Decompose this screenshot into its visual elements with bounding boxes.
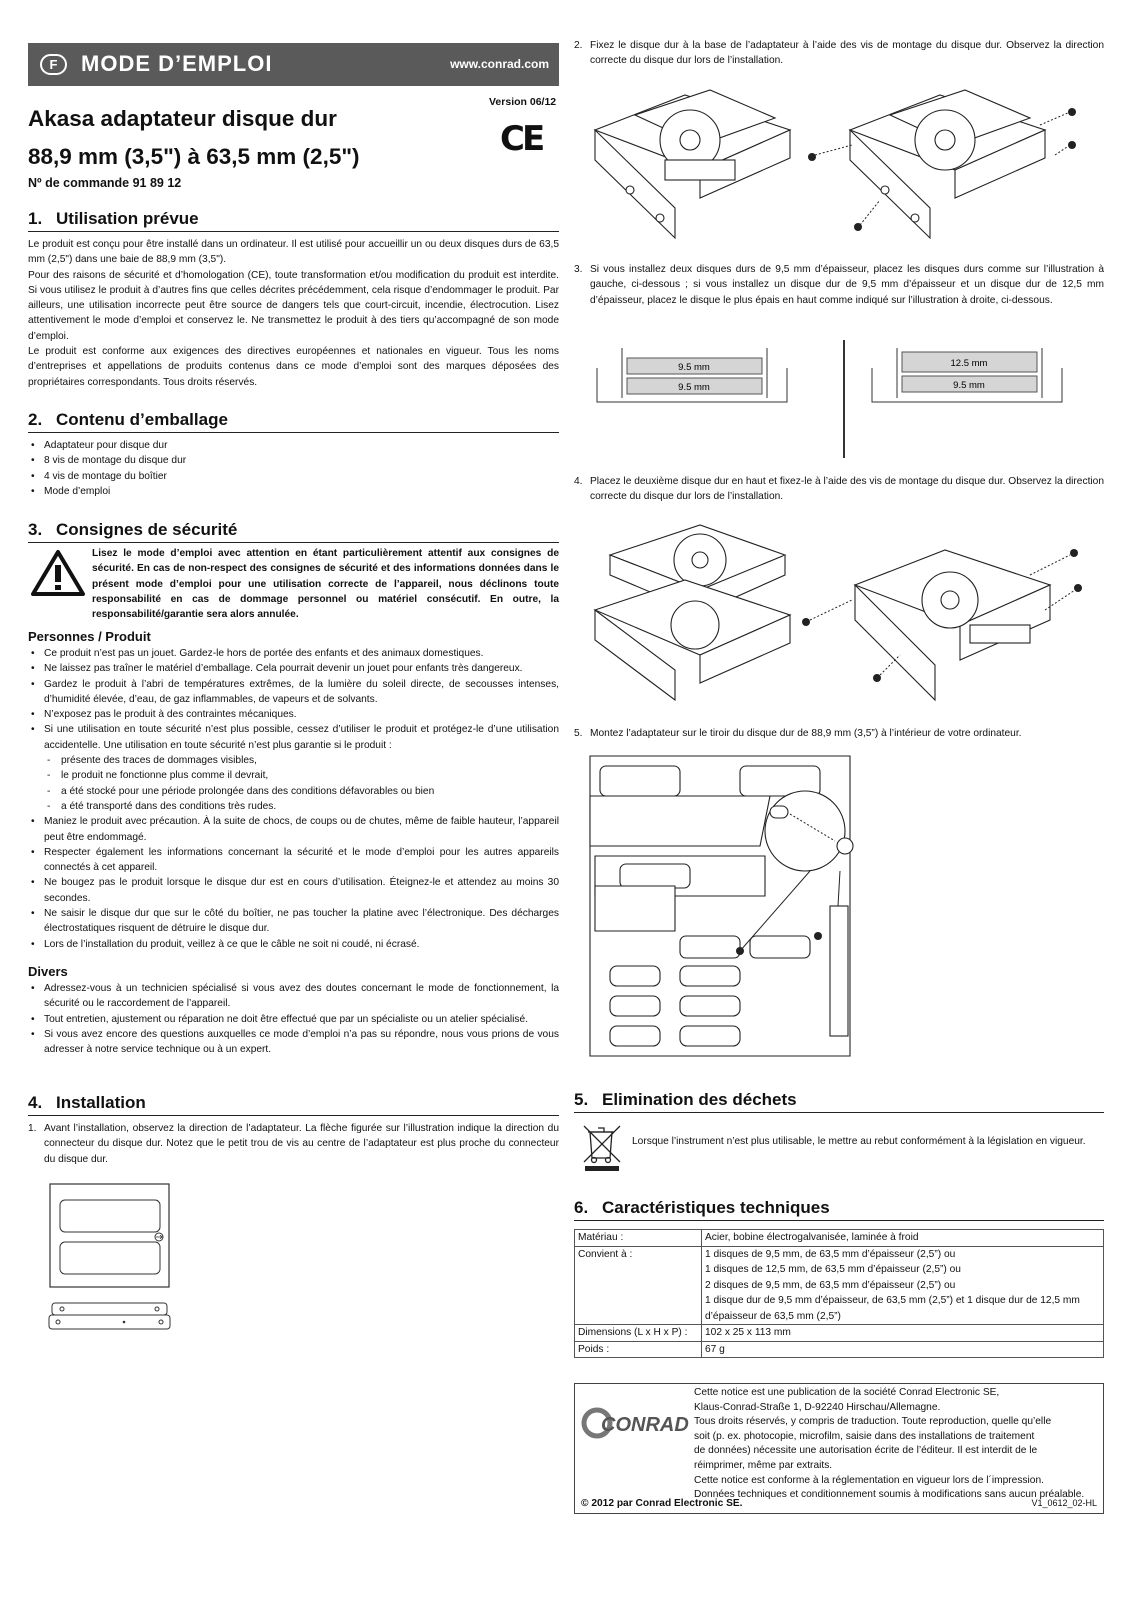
package-contents-list	[28, 438, 559, 499]
step-number: 5.	[574, 728, 583, 739]
publisher-line: Cette notice est conforme à la réglementation en vigueur lors de l´impression.	[694, 1474, 1044, 1486]
persons-product-heading: Personnes / Produit	[28, 629, 151, 644]
install-step-2	[574, 38, 1104, 69]
table-row	[575, 1246, 1104, 1325]
spec-label: Matériau :	[575, 1230, 702, 1247]
copyright: © 2012 par Conrad Electronic SE.	[581, 1497, 743, 1509]
section-number: 4.	[28, 1093, 43, 1112]
product-title-line-1: Akasa adaptateur disque dur	[28, 106, 337, 131]
spec-value: Acier, bobine électrogalvanisée, laminée à froid	[702, 1230, 1104, 1247]
step-number: 3.	[574, 264, 583, 275]
product-title	[28, 100, 478, 176]
list-item: • 8 vis de montage du disque dur	[28, 453, 559, 468]
conrad-logo-text: CONRAD	[601, 1414, 689, 1436]
dash-item: - le produit ne fonctionne plus comme il devrait,	[28, 768, 559, 783]
section-heading-1	[28, 207, 559, 232]
list-item: • Ne laissez pas traîner le matériel d’emballage. Cela pourrait devenir un jouet pour enfants très dangereux.	[28, 661, 559, 676]
table-row	[575, 1325, 1104, 1342]
list-item: • Adaptateur pour disque dur	[28, 438, 559, 453]
drive-cage-illustration	[590, 756, 880, 1066]
intended-use-text	[28, 237, 559, 390]
mount-disk-illustration	[590, 90, 1080, 250]
spec-line: 2 disques de 9,5 mm, de 63,5 mm d’épaisseur (2,5”) ou	[705, 1279, 956, 1291]
step-text: Montez l’adaptateur sur le tiroir du disque dur de 88,9 mm (3,5”) à l’intérieur de votre ordinateur.	[590, 728, 1022, 739]
dash-item: - a été stocké pour une période prolongée dans des conditions défavorables ou bien	[28, 784, 559, 799]
section-title: Elimination des déchets	[602, 1090, 797, 1109]
section-heading-6	[574, 1196, 1104, 1221]
ce-mark: CE	[500, 119, 543, 159]
section-heading-5	[574, 1088, 1104, 1113]
warning-triangle-icon	[30, 549, 86, 597]
list-item: • Ne saisir le disque dur que sur le côté du boîtier, ne pas toucher la platine avec l’électronique. Des décharges électrostatiques risquent de détruire le disque dur.	[28, 906, 559, 937]
specs-table	[574, 1229, 1104, 1358]
publisher-text	[694, 1386, 1099, 1503]
spec-line: 1 disques de 12,5 mm, de 63,5 mm d’épaisseur (2,5”) ou	[705, 1264, 961, 1275]
paragraph: Le produit est conçu pour être installé dans un ordinateur. Il est utilisé pour accueillir un ou deux disques durs de 63,5 mm (2,5") dans une baie de 88,9 mm (3,5").	[28, 239, 559, 266]
list-item: • Mode d’emploi	[28, 484, 559, 499]
publisher-line: Klaus-Conrad-Straße 1, D-92240 Hirschau/Allemagne.	[694, 1401, 941, 1413]
step-text: Fixez le disque dur à la base de l’adaptateur à l’aide des vis de montage du disque dur. Observez la direction correcte du disque dur lors de l’installation.	[590, 40, 1104, 67]
disk-label-left-bottom: 9.5 mm	[678, 382, 710, 393]
spec-label: Poids :	[575, 1341, 702, 1358]
list-item: • Maniez le produit avec précaution. À la suite de chocs, de coups ou de chutes, même de faible hauteur, l’appareil peut être endommagé.	[28, 814, 559, 845]
publisher-line: Cette notice est une publication de la société Conrad Electronic SE,	[694, 1387, 1000, 1398]
step-text: Avant l’installation, observez la direction de l’adaptateur. La flèche figurée sur l’illustration indique la direction du connecteur du disque dur. Notez que le petit trou de vis au centre de l’adaptateur est plus proche du connecteur du disque dur.	[44, 1123, 559, 1165]
list-item: • Lors de l’installation du produit, veillez à ce que le câble ne soit ni coudé, ni écrasé.	[28, 937, 559, 952]
spec-value: 102 x 25 x 113 mm	[702, 1325, 1104, 1342]
section-heading-2	[28, 408, 559, 433]
section-title: Consignes de sécurité	[56, 520, 238, 539]
publisher-box	[574, 1383, 1104, 1514]
spec-line: 1 disque dur de 9,5 mm d’épaisseur, de 63,5 mm (2,5”) et 1 disque dur de 12,5 mm d’épaisseur de 63,5 mm (2,5”)	[705, 1295, 1080, 1322]
publisher-line: Données techniques et conditionnement soumis à modifications sans aucun préalable.	[694, 1489, 1085, 1501]
step-number: 1.	[28, 1123, 37, 1134]
section-title: Utilisation prévue	[56, 209, 199, 228]
spec-label: Dimensions (L x H x P) :	[575, 1325, 702, 1342]
dash-item: - présente des traces de dommages visibles,	[28, 753, 559, 768]
divers-heading: Divers	[28, 964, 68, 979]
safety-warning: Lisez le mode d’emploi avec attention en étant particulièrement attentif aux consignes de sécurité. En cas de non-respect des consignes de sécurité et des informations données dans le présent mode d’emploi pour une utilisation correcte de l’appareil, nous déclinons toute responsabilité en cas de dommage personnel ou matériel consécutif. En outre, la responsabilité/garantie sera alors annulée.	[92, 548, 559, 621]
dash-item: - a été transporté dans des conditions très rudes.	[28, 799, 559, 814]
list-item: • Si une utilisation en toute sécurité n’est plus possible, cessez d’utiliser le produit et protégez-le d’une utilisation accidentelle. Une utilisation en toute sécurité n’est plus garantie si le produit :	[28, 722, 559, 753]
section-heading-4	[28, 1091, 559, 1116]
list-item: • Ce produit n’est pas un jouet. Gardez-le hors de portée des enfants et des animaux domestiques.	[28, 646, 559, 661]
install-step-1	[28, 1121, 559, 1167]
step-number: 4.	[574, 476, 583, 487]
conrad-logo	[581, 1406, 689, 1440]
second-disk-illustration	[590, 525, 1080, 705]
manual-banner	[28, 43, 559, 86]
section-number: 1.	[28, 209, 43, 228]
section-title: Contenu d’emballage	[56, 410, 228, 429]
spec-value: 67 g	[702, 1341, 1104, 1358]
publisher-line: réimprimer, même par extraits.	[694, 1459, 833, 1471]
section-title: Caractéristiques techniques	[602, 1198, 830, 1217]
publisher-line: soit (p. ex. photocopie, microfilm, saisie dans des installations de traitement	[694, 1430, 1035, 1442]
document-code: V1_0612_02-HL	[1031, 1497, 1097, 1508]
disk-stacking-illustration	[592, 340, 1082, 460]
list-item: • Tout entretien, ajustement ou réparation ne doit être effectué que par un spécialiste ou un atelier spécialisé.	[28, 1012, 559, 1027]
list-item: • Ne bougez pas le produit lorsque le disque dur est en cours d’utilisation. Éteignez-le et attendez au moins 30 secondes.	[28, 875, 559, 906]
step-text: Si vous installez deux disques durs de 9,5 mm d’épaisseur, placez les disques durs comme sur l’illustration à gauche, ci-dessous ; si vous installez un disque dur de 9,5 mm d’épaisseur et un disque dur de 12,5 mm d’épaisseur, placez le disque le plus épais en haut comme indiqué sur l’illustration à droite, ci-dessous.	[590, 264, 1104, 306]
paragraph: Le produit est conforme aux exigences des directives européennes et nationales en vigueur. Tous les noms d’entreprises et appellations de produits contenus dans ce mode d’emploi sont des marques déposées des propriétaires correspondants. Tous droits réservés.	[28, 346, 559, 388]
section-number: 2.	[28, 410, 43, 429]
persons-product-list	[28, 646, 559, 952]
paragraph: Pour des raisons de sécurité et d’homologation (CE), toute transformation et/ou modification du produit est interdite. Si vous utilisez le produit à d’autres fins que celles décrites précédemment, cela risque d’endommager le produit. Par ailleurs, une utilisation incorrecte peut être source de dangers tels que court-circuit, incendie, électrocution. Lisez attentivement le mode d’emploi et conservez le. Ne transmettez le produit à des tiers qu’accompagné de son mode d’emploi.	[28, 269, 559, 342]
table-row	[575, 1230, 1104, 1247]
install-step-4	[574, 474, 1104, 505]
spec-value	[702, 1246, 1104, 1325]
install-step-3	[574, 262, 1104, 308]
list-item: • Gardez le produit à l’abri de températures extrêmes, de la lumière du soleil directe, de secousses intenses, d’humidité élevée, d’eau, de gaz inflammables, de vapeurs et de solvants.	[28, 677, 559, 708]
disposal-text: Lorsque l’instrument n’est plus utilisable, le mettre au rebut conformément à la législation en vigueur.	[632, 1136, 1086, 1147]
disk-label-right-bottom: 9.5 mm	[953, 380, 985, 391]
install-step-5	[574, 726, 1104, 741]
divers-list	[28, 981, 559, 1057]
disk-label-left-top: 9.5 mm	[678, 362, 710, 373]
section-title: Installation	[56, 1093, 146, 1112]
list-item: • Si vous avez encore des questions auxquelles ce mode d’emploi n’a pas su répondre, nous vous prions de vous adresser à notre service technique ou à un expert.	[28, 1027, 559, 1058]
list-item: • Respecter également les informations concernant la sécurité et le mode d’emploi pour les autres appareils connectés à cet appareil.	[28, 845, 559, 876]
section-number: 6.	[574, 1198, 589, 1217]
spec-line: 1 disques de 9,5 mm, de 63,5 mm d’épaisseur (2,5”) ou	[705, 1248, 956, 1260]
adapter-orientation-illustration	[48, 1182, 173, 1332]
wheelie-bin-crossed-icon	[580, 1122, 624, 1172]
list-item: • Adressez-vous à un technicien spécialisé si vous avez des doutes concernant le mode de fonctionnement, la sécurité ou le raccordement de l’appareil.	[28, 981, 559, 1012]
publisher-line: de données) nécessite une autorisation écrite de l’éditeur. Il est interdit de le	[694, 1445, 1038, 1457]
section-number: 3.	[28, 520, 43, 539]
product-title-line-2: 88,9 mm (3,5") à 63,5 mm (2,5")	[28, 144, 360, 169]
spec-label: Convient à :	[575, 1246, 702, 1325]
step-number: 2.	[574, 40, 583, 51]
step-text: Placez le deuxième disque dur en haut et fixez-le à l’aide des vis de montage du disque dur. Observez la direction correcte du disque dur lors de l’installation.	[590, 476, 1104, 503]
language-badge: F	[40, 54, 67, 75]
disk-label-right-top: 12.5 mm	[950, 358, 988, 369]
section-number: 5.	[574, 1090, 589, 1109]
version-label: Version 06/12	[489, 96, 557, 108]
website-url[interactable]: www.conrad.com	[450, 57, 549, 71]
list-item: • N’exposez pas le produit à des contraintes mécaniques.	[28, 707, 559, 722]
manual-title: MODE D’EMPLOI	[81, 51, 273, 76]
publisher-line: Tous droits réservés, y compris de traduction. Toute reproduction, quelle qu’elle	[694, 1416, 1052, 1428]
table-row	[575, 1341, 1104, 1358]
section-heading-3	[28, 518, 559, 543]
list-item: • 4 vis de montage du boîtier	[28, 469, 559, 484]
order-number: Nº de commande 91 89 12	[28, 176, 182, 190]
